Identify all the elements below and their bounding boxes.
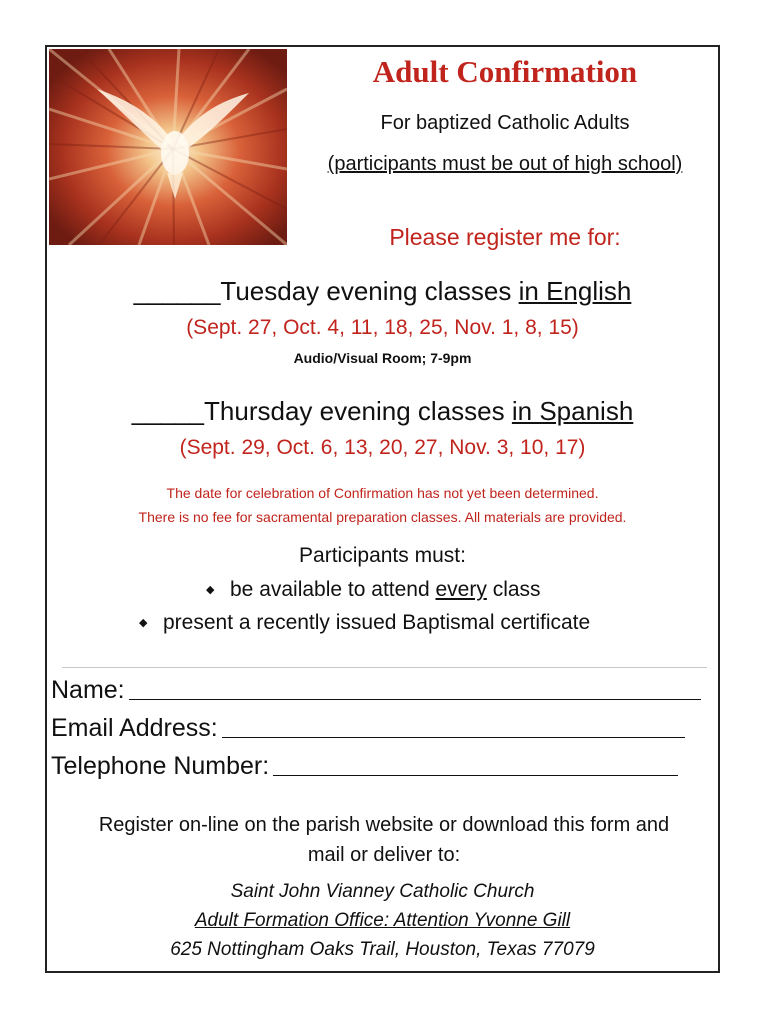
diamond-bullet-icon: ◆ bbox=[139, 617, 148, 629]
name-input-line[interactable] bbox=[129, 677, 701, 700]
tuesday-checkbox-blank[interactable]: ______ bbox=[133, 276, 221, 306]
thursday-checkbox-blank[interactable]: _____ bbox=[131, 396, 205, 426]
telephone-input-line[interactable] bbox=[273, 753, 678, 776]
register-prompt: Please register me for: bbox=[389, 224, 621, 250]
requirement-attendance: ◆ be available to attend every class bbox=[206, 578, 541, 601]
email-field[interactable] bbox=[51, 714, 685, 743]
church-address: 625 Nottingham Oaks Trail, Houston, Texas 77079 bbox=[170, 939, 595, 960]
eligibility-note: (participants must be out of high school) bbox=[327, 153, 683, 175]
email-label: Email Address: bbox=[51, 714, 218, 742]
church-name: Saint John Vianney Catholic Church bbox=[230, 881, 535, 902]
requirement-certificate: ◆ present a recently issued Baptismal certificate bbox=[139, 611, 591, 634]
fee-note: There is no fee for sacramental preparation classes. All materials are provided. bbox=[138, 509, 627, 525]
tuesday-location: Audio/Visual Room; 7-9pm bbox=[293, 350, 472, 366]
tuesday-dates: (Sept. 27, Oct. 4, 11, 18, 25, Nov. 1, 8, 15) bbox=[186, 316, 579, 339]
divider bbox=[62, 667, 707, 668]
requirements-heading: Participants must: bbox=[299, 544, 466, 567]
diamond-bullet-icon: ◆ bbox=[206, 584, 215, 596]
name-label: Name: bbox=[51, 676, 125, 704]
tuesday-class-option[interactable] bbox=[60, 276, 705, 307]
tuesday-class-label: Tuesday evening classes bbox=[220, 276, 519, 306]
subtitle: For baptized Catholic Adults bbox=[380, 112, 630, 134]
thursday-class-label: Thursday evening classes bbox=[204, 396, 512, 426]
email-input-line[interactable] bbox=[222, 715, 685, 738]
thursday-class-option[interactable] bbox=[60, 396, 705, 427]
page-title: Adult Confirmation bbox=[372, 54, 638, 89]
register-instructions-line1: Register on-line on the parish website or download this form and bbox=[98, 814, 670, 836]
telephone-label: Telephone Number: bbox=[51, 752, 270, 780]
office-attention: Adult Formation Office: Attention Yvonne Gill bbox=[194, 910, 571, 931]
thursday-language: in Spanish bbox=[511, 396, 634, 426]
name-field[interactable] bbox=[51, 676, 701, 705]
telephone-field[interactable] bbox=[51, 752, 678, 781]
register-instructions-line2: mail or deliver to: bbox=[307, 844, 461, 866]
tuesday-language: in English bbox=[518, 276, 632, 306]
thursday-dates: (Sept. 29, Oct. 6, 13, 20, 27, Nov. 3, 10, 17) bbox=[179, 436, 586, 459]
confirmation-date-note: The date for celebration of Confirmation has not yet been determined. bbox=[166, 485, 599, 501]
holy-spirit-dove-painting bbox=[49, 49, 287, 245]
